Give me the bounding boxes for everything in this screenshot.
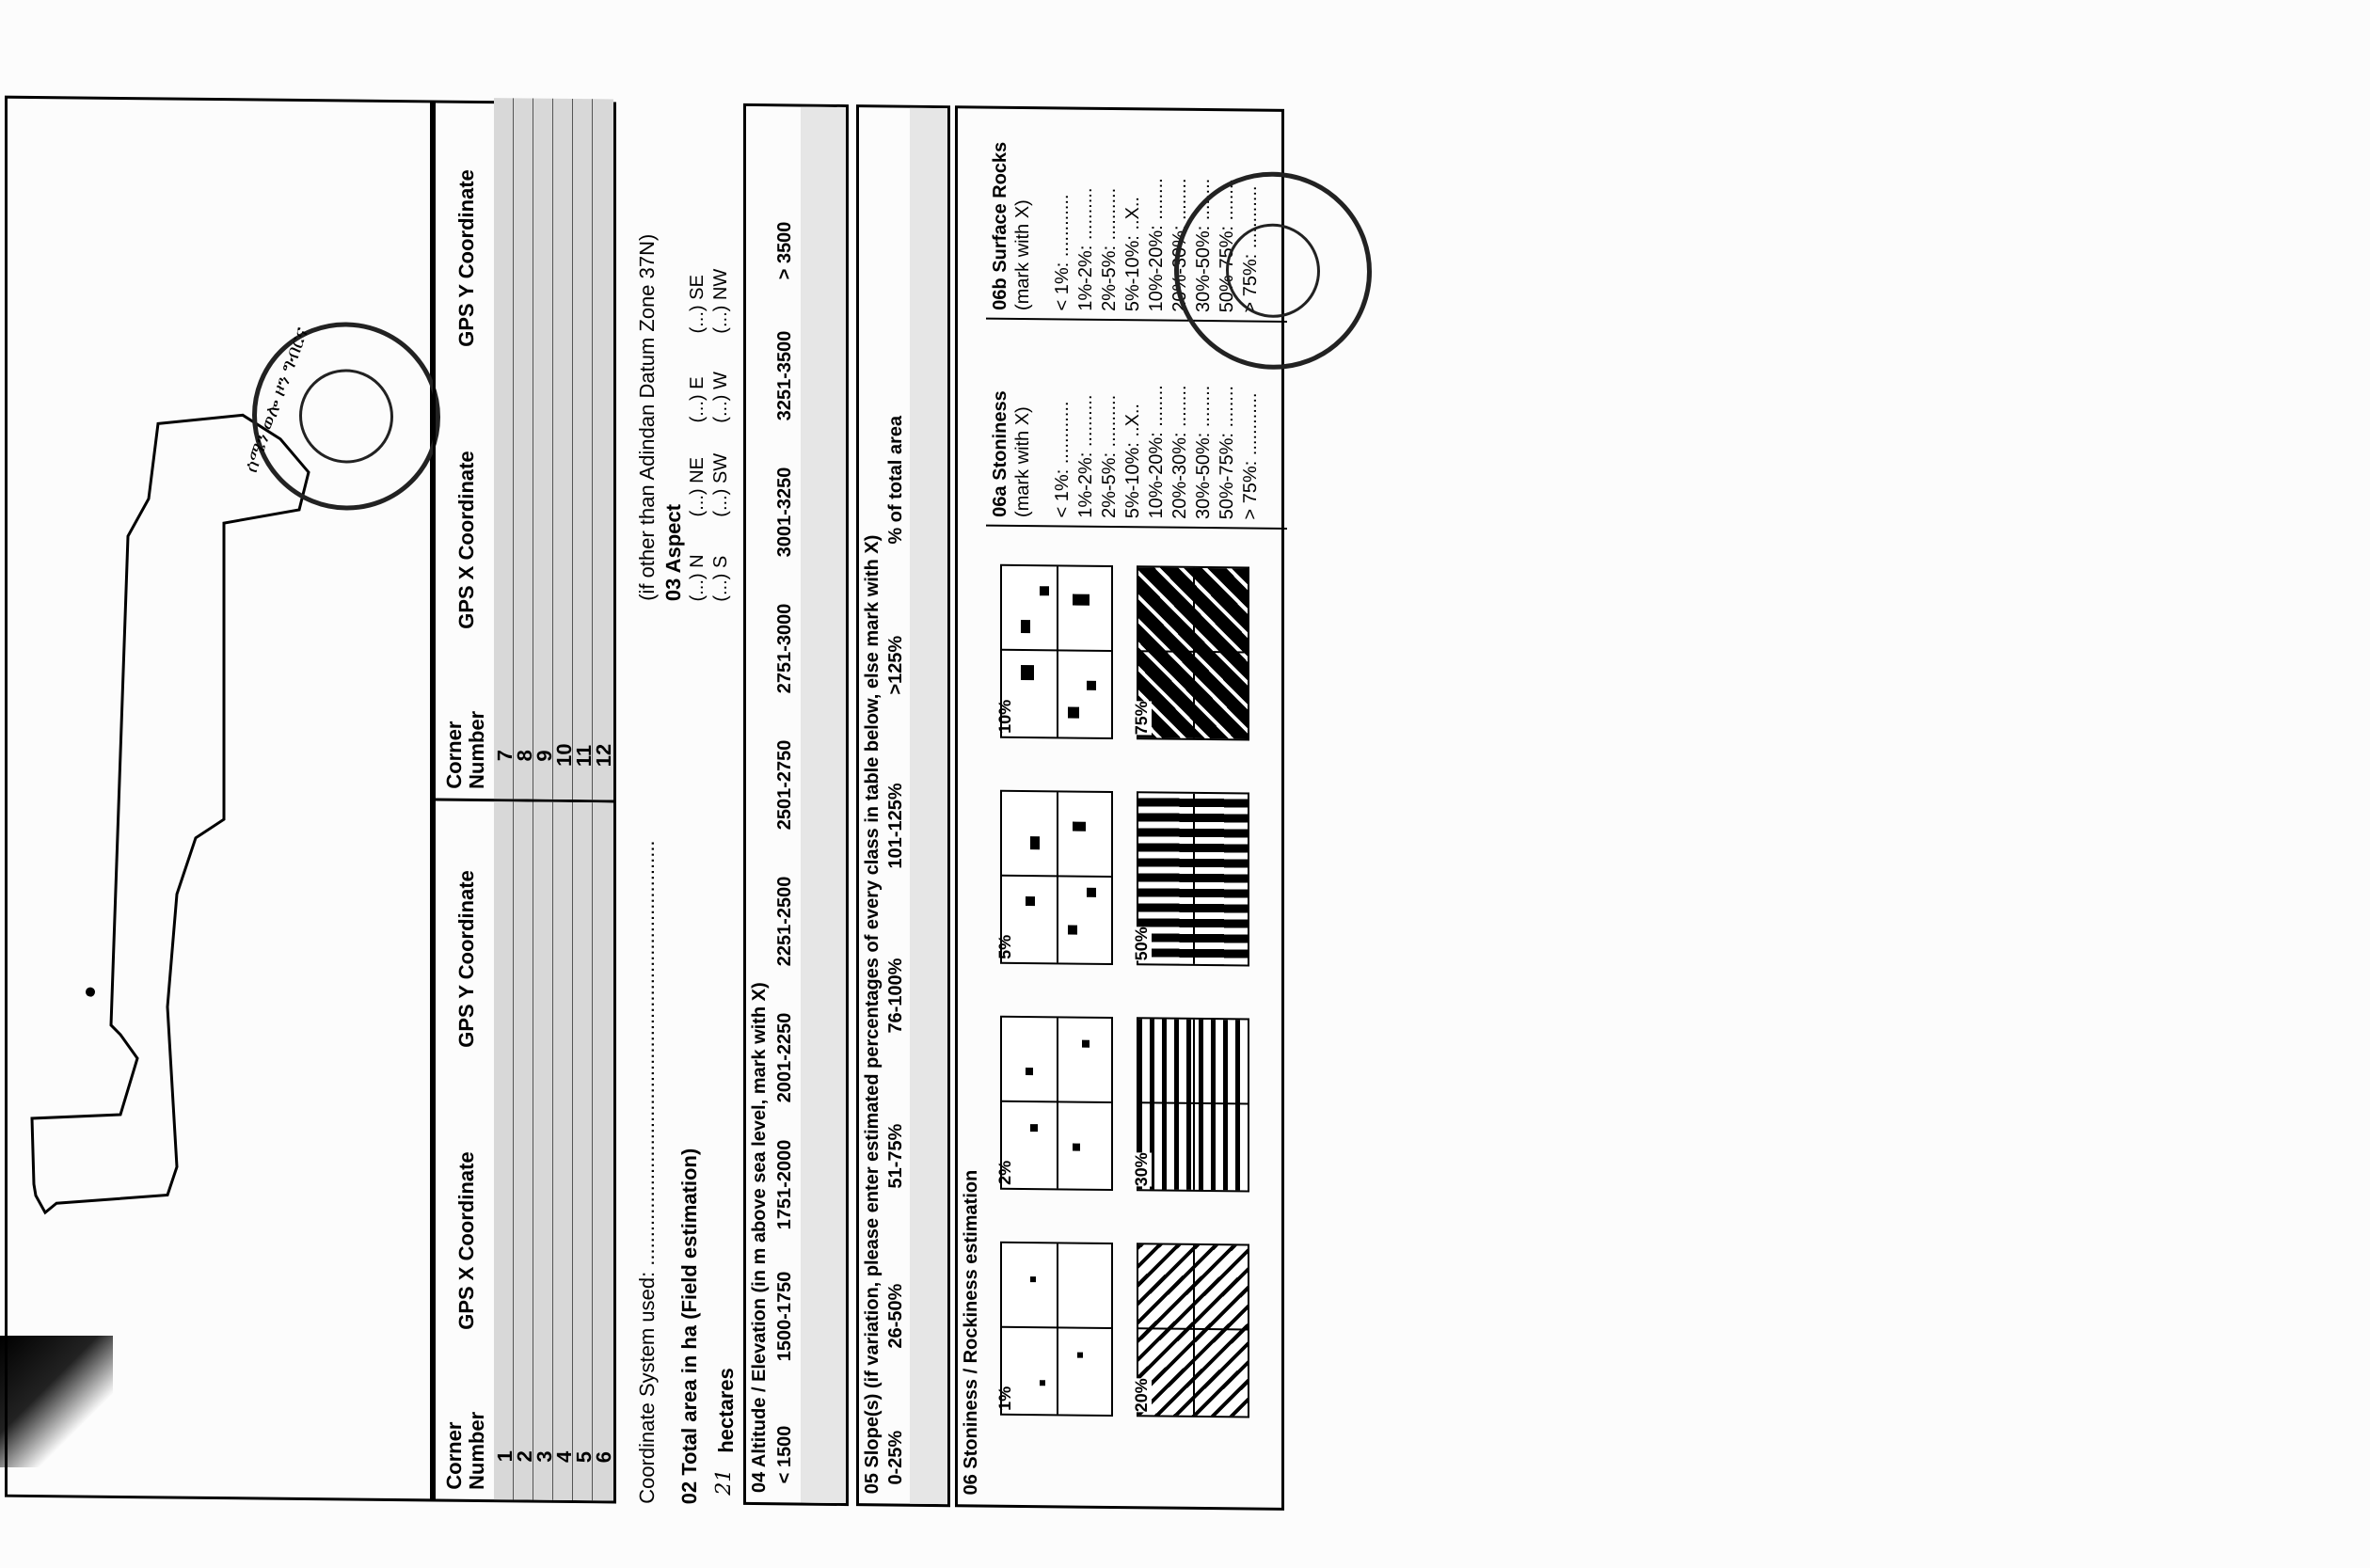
altitude-class: 2751-3000 [774,603,795,694]
aspect-option[interactable]: (...) SE [687,275,708,334]
altitude-class: 1500-1750 [774,1271,795,1362]
slope-label: 05 Slope(s) (if variation, please enter estimated percentages of every class in table below, else mark with X) [862,534,883,1495]
slope-total-area-label: % of total area [885,415,906,545]
stoniness-label: 06 Stoniness / Rockiness estimation [961,1169,981,1496]
site-outline-sketch [8,99,430,1499]
total-area-unit: hectares [714,1368,738,1453]
stoniness-panel-1pct [1000,1242,1113,1417]
aspect-option[interactable]: (...) NW [710,268,731,334]
surface-06b-subtitle: (mark with X) [1012,199,1033,311]
aspect-option[interactable]: (...) E [687,376,708,423]
slope-class: 0-25% [885,1430,906,1485]
aspect-option[interactable]: (...) N [687,554,708,602]
coordinate-system-note: (if other than Adindan Datum Zone 37N) [635,233,659,601]
stoniness-panel-10pct [1000,564,1113,739]
altitude-label: 04 Altitude / Elevation (in m above sea level, mark with X) [749,982,770,1494]
aspect-option[interactable]: (...) W [710,372,731,423]
stoniness-06a-item[interactable]: 2%-5%: .......... [1099,394,1120,519]
corner-number: 11 [572,744,596,768]
surface-06b-item[interactable]: 30%-50%: ........ [1193,178,1214,313]
corner-number: 4 [552,1450,576,1464]
form-sheet [0,66,2122,1557]
header-gps-x: GPS X Coordinate [454,1151,478,1330]
stoniness-panel-75pct [1137,565,1249,740]
surface-06b-item[interactable]: 2%-5%: .......... [1099,187,1120,312]
corners-rows-right [494,98,613,800]
surface-06b-item[interactable]: 50%-75%: ........ [1217,178,1237,313]
corner-number: 3 [533,1450,556,1463]
stoniness-06a-item[interactable]: 50%-75%: ........ [1217,385,1237,520]
slope-class: 51-75% [885,1123,906,1189]
total-area-label: 02 Total area in ha (Field estimation) [677,1148,701,1505]
altitude-class: 3001-3250 [774,467,795,558]
altitude-class: 2251-2500 [774,876,795,967]
corner-number: 5 [572,1450,596,1464]
stoniness-06a-item[interactable]: 1%-2%: .......... [1075,394,1096,518]
altitude-class: < 1500 [774,1425,795,1484]
corner-number: 2 [513,1450,536,1463]
slope-class: 101-125% [885,783,906,869]
aspect-label: 03 Aspect [661,503,685,602]
altitude-mark-row[interactable] [801,107,846,1504]
surface-06b-item[interactable]: 1%-2%: .......... [1075,187,1096,311]
corner-number: 7 [493,749,517,762]
slope-section [856,104,950,1507]
stoniness-06a-title: 06a Stoniness [990,390,1010,517]
surface-06b-item[interactable]: 20%-30%: ........ [1169,178,1190,312]
surface-06b-item[interactable]: < 1%: ............ [1052,194,1073,311]
corner-number: 12 [592,743,615,768]
official-seal-stamp-2 [1174,171,1372,371]
altitude-class: 2501-2750 [774,739,795,831]
slope-class: 76-100% [885,958,906,1034]
stoniness-06a-item[interactable]: 20%-30%: ........ [1169,385,1190,519]
stoniness-06a-item[interactable]: > 75%: ............ [1240,392,1261,520]
altitude-class: 3251-3500 [774,330,795,421]
stoniness-panel-50pct [1137,791,1249,966]
altitude-section [743,103,849,1506]
corners-table [433,100,616,1503]
corner-number: 10 [552,743,576,768]
header-gps-x: GPS X Coordinate [454,451,478,629]
stoniness-06a-item[interactable]: 10%-20%: ........ [1146,385,1167,519]
official-seal-stamp: ሰሜን ወሎ ዞን ግብርና [252,321,440,511]
stoniness-06a-item[interactable]: 30%-50%: ........ [1193,385,1214,520]
stoniness-panel-2pct [1000,1016,1113,1191]
altitude-class: > 3500 [774,221,795,280]
altitude-class: 1751-2000 [774,1139,795,1230]
surface-06b-item[interactable]: 5%-10%: ..X.. [1122,196,1143,312]
slope-entry-row[interactable] [910,108,947,1504]
stoniness-panel-30pct [1137,1017,1249,1192]
corners-rows-left [494,801,613,1500]
corner-number: 1 [493,1449,517,1463]
total-area-value: 21 [712,1468,736,1496]
surface-06b-title: 06b Surface Rocks [990,141,1010,310]
header-corner-number: Corner Number [442,1411,488,1491]
stoniness-section: 06 Stoniness / Rockiness estimation 1% 2% 5% 10% 20% 30% 50% 75% 06a Stoniness (mark with X) < 1%: ............ 1%-2%: .......... 2%-5%: .......... 5%-10%: ..X.. 10%-20%: ........ 20%-30%: ........ 30%-50%: ........ 50%-75%: ........ > 75%: ............ 06b Surface Rocks (mark with X) < 1%: ............ 1%-2%: .......... 2%-5%: .......... 5%-10%: ..X.. 10%-20%: ........ 20%-30%: ........ 30%-50%: ........ 50%-75%: ........ > 75%: ............ [955,105,1284,1511]
header-gps-y: GPS Y Coordinate [454,869,478,1048]
stoniness-06a-subtitle: (mark with X) [1012,406,1033,518]
aspect-option[interactable]: (...) NE [687,456,708,517]
corner-number: 9 [533,750,556,762]
corner-number: 8 [513,750,536,762]
slope-class: >125% [885,635,906,695]
coordinate-system-label: Coordinate System used: .......................................................................... [635,840,659,1504]
stoniness-panel-5pct [1000,790,1113,965]
surface-06b-item[interactable]: 10%-20%: ........ [1146,178,1167,312]
stoniness-06a-item[interactable]: 5%-10%: ..X.. [1122,403,1143,519]
altitude-class: 2001-2250 [774,1012,795,1103]
aspect-option[interactable]: (...) SW [710,452,731,517]
slope-class: 26-50% [885,1283,906,1349]
corner-number: 6 [592,1450,615,1464]
stoniness-panel-20pct [1137,1243,1249,1418]
sketch-box [5,96,433,1502]
header-gps-y: GPS Y Coordinate [454,168,478,347]
surface-06b-item[interactable]: > 75%: ............ [1240,185,1261,313]
stoniness-06a-item[interactable]: < 1%: ............ [1052,401,1073,518]
aspect-option[interactable]: (...) S [710,555,731,602]
header-corner-number: Corner Number [442,710,488,790]
